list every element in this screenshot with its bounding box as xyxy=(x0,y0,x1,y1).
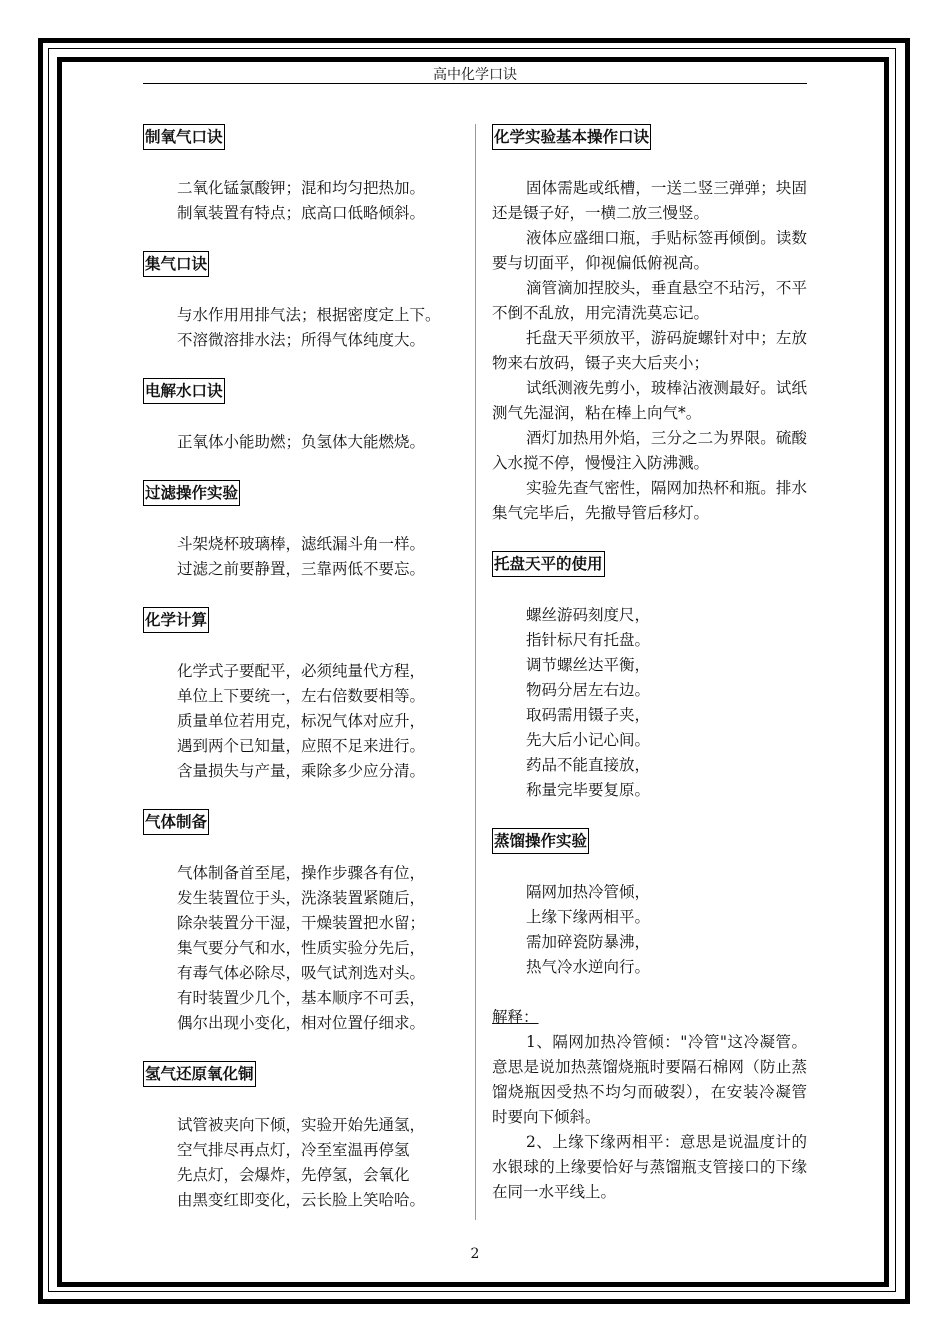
verse-line: 由黑变红即变化，云长脸上笑哈哈。 xyxy=(177,1191,426,1209)
note-label: 解释： xyxy=(492,1008,539,1026)
section-title: 气体制备 xyxy=(143,809,209,835)
verse-line: 先点灯，会爆炸，先停氢，会氧化 xyxy=(177,1166,410,1184)
verse-line: 有时装置少几个，基本顺序不可丢， xyxy=(177,989,426,1007)
section-distillation xyxy=(492,828,807,1205)
verse-line: 不溶微溶排水法；所得气体纯度大。 xyxy=(177,331,426,349)
running-header: 高中化学口诀 xyxy=(433,67,517,83)
verse-line: 空气排尽再点灯，冷至室温再停氢 xyxy=(177,1141,410,1159)
verse-line: 有毒气体必除尽，吸气试剂选对头。 xyxy=(177,964,426,982)
verse-line: 斗架烧杯玻璃棒，滤纸漏斗角一样。 xyxy=(177,535,426,553)
section-title: 过滤操作实验 xyxy=(143,480,240,506)
section-balance xyxy=(492,551,807,803)
verse-line: 与水作用用排气法；根据密度定上下。 xyxy=(177,306,441,324)
verse-line: 调节螺丝达平衡， xyxy=(526,656,651,674)
verse-line: 化学式子要配平，必须纯量代方程， xyxy=(177,662,426,680)
verse-line: 含量损失与产量，乘除多少应分清。 xyxy=(177,762,426,780)
verse-line: 物码分居左右边。 xyxy=(526,681,651,699)
paragraph: 试纸测液先剪小，玻棒沾液测最好。试纸测气先湿润，粘在棒上向气*。 xyxy=(492,379,807,422)
verse-line: 正氧体小能助燃；负氢体大能燃烧。 xyxy=(177,433,426,451)
section-gas-collection xyxy=(143,251,453,353)
right-column xyxy=(492,124,807,1205)
verse-line: 先大后小记心间。 xyxy=(526,731,651,749)
verse-line: 集气要分气和水，性质实验分先后， xyxy=(177,939,426,957)
section-gas-preparation xyxy=(143,809,453,1036)
verse-line: 取码需用镊子夹， xyxy=(526,706,651,724)
left-column xyxy=(143,124,453,1213)
section-filtration xyxy=(143,480,453,582)
verse-line: 上缘下缘两相平。 xyxy=(526,908,651,926)
verse-line: 制氧装置有特点；底高口低略倾斜。 xyxy=(177,204,426,222)
verse-line: 试管被夹向下倾，实验开始先通氢， xyxy=(177,1116,426,1134)
verse-line: 气体制备首至尾，操作步骤各有位， xyxy=(177,864,426,882)
header-rule xyxy=(143,83,807,84)
section-basic-operations xyxy=(492,124,807,526)
paragraph: 托盘天平须放平，游码旋螺针对中；左放物来右放码，镊子夹大后夹小； xyxy=(492,329,807,372)
paragraph: 固体需匙或纸槽，一送二竖三弹弹；块固还是镊子好，一横二放三慢竖。 xyxy=(492,179,807,222)
verse-line: 质量单位若用克，标况气体对应升， xyxy=(177,712,426,730)
verse-line: 需加碎瓷防暴沸， xyxy=(526,933,651,951)
verse-line: 药品不能直接放， xyxy=(526,756,651,774)
column-divider xyxy=(475,124,476,1220)
note-paragraph: 1、隔网加热冷管倾："冷管"这冷凝管。意思是说加热蒸馏烧瓶时要隔石棉网（防止蒸馏烧瓶因受热不均匀而破裂），在安装冷凝管时要向下倾斜。 xyxy=(492,1033,807,1126)
paragraph: 实验先查气密性，隔网加热杯和瓶。排水集气完毕后，先撤导管后移灯。 xyxy=(492,479,807,522)
verse-line: 二氧化锰氯酸钾；混和均匀把热加。 xyxy=(177,179,426,197)
verse-line: 螺丝游码刻度尺， xyxy=(526,606,651,624)
paragraph: 液体应盛细口瓶，手贴标签再倾倒。读数要与切面平，仰视偏低俯视高。 xyxy=(492,229,807,272)
page-number: 2 xyxy=(470,1246,480,1262)
note-paragraph: 2、上缘下缘两相平：意思是说温度计的水银球的上缘要恰好与蒸馏瓶支管接口的下缘在同一水平线上。 xyxy=(492,1133,807,1201)
verse-line: 发生装置位于头，洗涤装置紧随后， xyxy=(177,889,426,907)
verse-line: 过滤之前要静置，三靠两低不要忘。 xyxy=(177,560,426,578)
verse-line: 隔网加热冷管倾， xyxy=(526,883,651,901)
verse-line: 热气冷水逆向行。 xyxy=(526,958,651,976)
verse-line: 遇到两个已知量，应照不足来进行。 xyxy=(177,737,426,755)
section-title: 化学计算 xyxy=(143,607,209,633)
section-hydrogen-reduction xyxy=(143,1061,453,1213)
verse-line: 称量完毕要复原。 xyxy=(526,781,651,799)
section-title: 化学实验基本操作口诀 xyxy=(492,124,651,150)
verse-line: 偶尔出现小变化，相对位置仔细求。 xyxy=(177,1014,426,1032)
section-title: 蒸馏操作实验 xyxy=(492,828,589,854)
verse-line: 单位上下要统一，左右倍数要相等。 xyxy=(177,687,426,705)
section-title: 氢气还原氧化铜 xyxy=(143,1061,256,1087)
paragraph: 滴管滴加捏胶头，垂直悬空不玷污，不平不倒不乱放，用完清洗莫忘记。 xyxy=(492,279,807,322)
paragraph: 酒灯加热用外焰，三分之二为界限。硫酸入水搅不停，慢慢注入防沸溅。 xyxy=(492,429,807,472)
verse-line: 指针标尺有托盘。 xyxy=(526,631,651,649)
section-title: 电解水口诀 xyxy=(143,378,225,404)
verse-line: 除杂装置分干湿，干燥装置把水留； xyxy=(177,914,426,932)
section-title: 托盘天平的使用 xyxy=(492,551,605,577)
section-calculation xyxy=(143,607,453,784)
section-title: 制氧气口诀 xyxy=(143,124,225,150)
section-oxygen xyxy=(143,124,453,226)
section-electrolysis xyxy=(143,378,453,455)
section-title: 集气口诀 xyxy=(143,251,209,277)
